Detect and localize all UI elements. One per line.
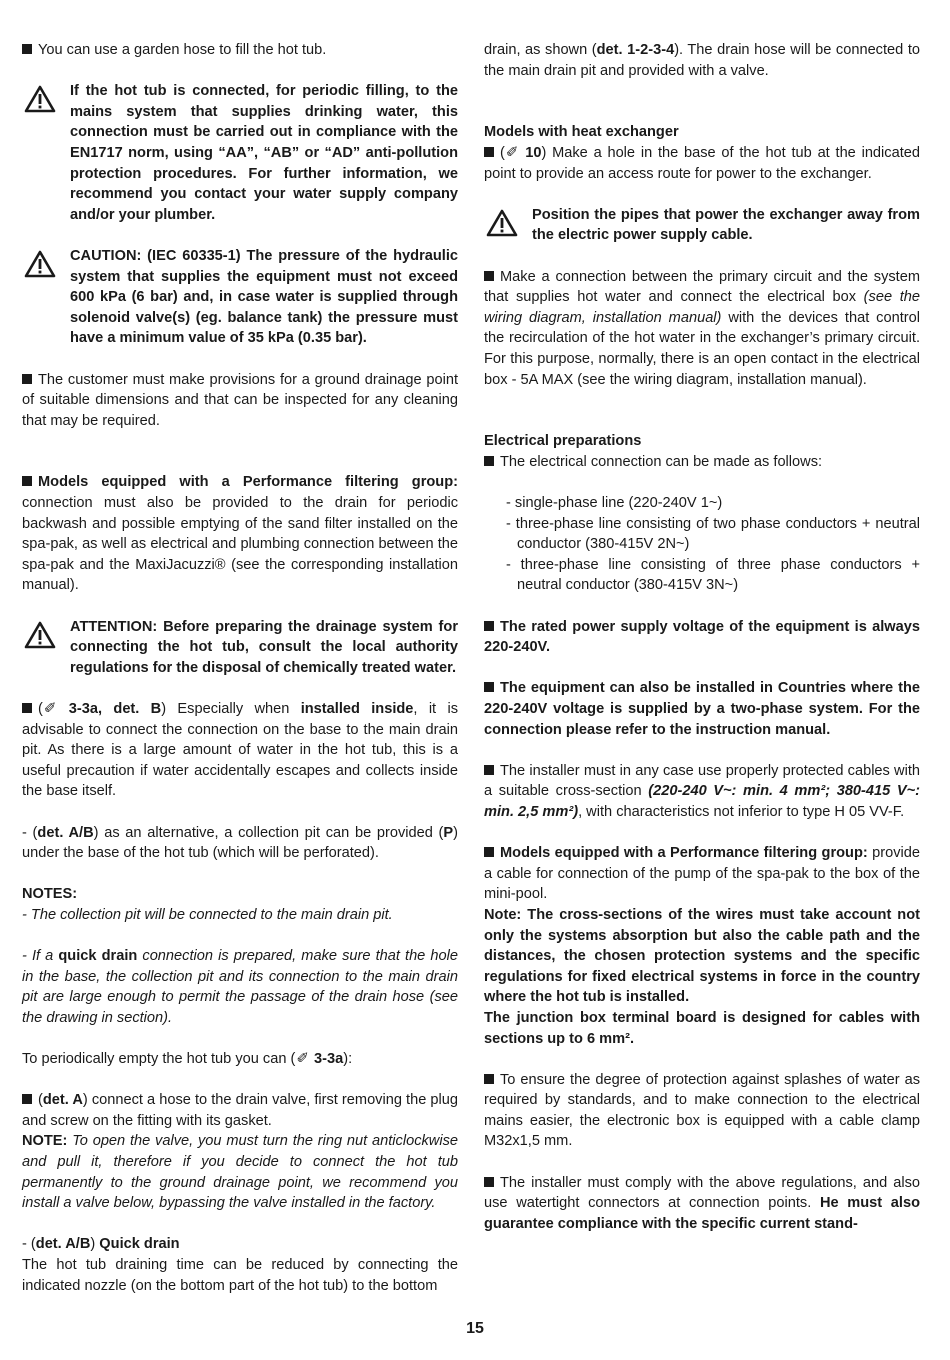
square-bullet-icon [484,682,494,692]
square-bullet-icon [484,765,494,775]
note: Note: The cross-sections of the wires must take account not only the systems absorption but also the cable path and the distances, the chosen protection systems and the specific regulations for fixed electrical systems in force in the country where the hot tub is installed. [484,906,920,1006]
section-heading: Electrical preparations [484,433,642,450]
square-bullet-icon [484,847,494,857]
paragraph: (✐ 10) Make a hole in the base of the hot tub at the indicated point to provide an access route for power to the exchanger. [484,143,920,182]
square-bullet-icon [22,476,32,486]
warning-block [22,617,458,679]
paragraph: (✐ 3-3a, det. B) Especially when installed inside, it is advisable to connect the connection on the base to the main drain pit. As there is a large amount of water in the hot tub, this is a useful precaution if water accidentally escapes and collects inside the base itself. [22,700,458,800]
warning-text: CAUTION: (IEC 60335-1) The pressure of the hydraulic system that supplies the equipment must not exceed 600 kPa (6 bar) and, in case water is supplied through solenoid valve(s) (eg. balance tank) the pressure must have a minimum value of 35 kPa (0.35 bar). [70,247,458,347]
square-bullet-icon [484,147,494,157]
pencil-icon: ✐ [505,143,519,161]
left-column [22,40,458,1296]
note: - The collection pit will be connected to the main drain pit. [22,906,393,923]
paragraph: The junction box terminal board is designed for cables with sections up to 6 mm². [484,1009,920,1047]
paragraph: The customer must make provisions for a ground drainage point of suitable dimensions and that can be inspected for any cleaning that may be required. [22,371,458,429]
notes-title: NOTES: [22,886,78,903]
note: NOTE: To open the valve, you must turn the ring nut anticlockwise and pull it, therefore if you decide to connect the hot tub permanently to the ground drainage point, we recommend you install a valve below, bypassing the valve installed in the factory. [22,1133,458,1212]
paragraph: Models equipped with a Performance filtering group: provide a cable for connection of the pump of the spa-pak to the box of the mini-pool. [484,845,920,903]
paragraph: The equipment can also be installed in Countries where the 220-240V voltage is supplied by a two-phase system. For the connection please refer to the instruction manual. [484,680,920,738]
list-item: - three-phase line consisting of three phase conductors + neutral conductor (380-415V 3N~) [506,556,920,594]
square-bullet-icon [484,456,494,466]
warning-triangle-icon [486,209,518,237]
paragraph: Make a connection between the primary circuit and the system that supplies hot water and connect the electrical box (see the wiring diagram, installation manual) with the devices that control the recirculation of the hot water in the exchanger’s primary circuit. For this purpose, normally, there is an open contact in the electrical box - 5A MAX (see the wiring diagram, installation manual). [484,268,921,388]
paragraph: The rated power supply voltage of the equipment is always 220-240V. [484,618,920,656]
warning-triangle-icon [24,621,56,649]
warning-text: ATTENTION: Before preparing the drainage system for connecting the hot tub, consult the local authority regulations for the disposal of chemically treated water. [70,618,458,676]
paragraph: The installer must in any case use properly protected cables with a suitable cross-section (220-240 V~: min. 4 mm²; 380-415 V~: min. 2,5 mm²), with characteristics not inferior to type H 05 VV-F. [484,762,920,820]
paragraph: - (det. A/B) Quick drain [22,1236,180,1253]
square-bullet-icon [484,1177,494,1187]
square-bullet-icon [22,44,32,54]
list-item: - single-phase line (220-240V 1~) [506,495,723,512]
square-bullet-icon [484,1074,494,1084]
warning-triangle-icon [24,250,56,278]
warning-block [22,246,458,349]
square-bullet-icon [484,271,494,281]
paragraph: drain, as shown (det. 1-2-3-4). The drain hose will be connected to the main drain pit and provided with a valve. [484,42,920,79]
page-number: 15 [466,1320,484,1337]
paragraph: - (det. A/B) as an alternative, a collection pit can be provided (P) under the base of the hot tub (which will be perforated). [22,824,459,862]
square-bullet-icon [22,374,32,384]
square-bullet-icon [22,1094,32,1104]
right-column [484,40,920,1234]
square-bullet-icon [22,703,32,713]
warning-text: If the hot tub is connected, for periodic filling, to the mains system that supplies drinking water, this connection must be carried out in compliance with the EN1717 norm, using “AA”, “AB” or “AD” anti-pollution protection procedures. For further information, we recommend you contact your water supply company and/or your plumber. [70,83,458,223]
pencil-icon: ✐ [43,700,57,717]
paragraph: To ensure the degree of protection against splashes of water as required by standards, and to make connection to the electrical mains easier, the electronic box is equipped with a cable clamp M32x1,5 mm. [484,1071,920,1150]
paragraph: The electrical connection can be made as follows: [484,452,920,473]
paragraph: The installer must comply with the above regulations, and also use watertight connectors at connection points. He must also guarantee compliance with the specific current stand- [484,1174,920,1232]
pencil-icon: ✐ [296,1050,309,1068]
list-item: - three-phase line consisting of two phase conductors + neutral conductor (380-415V 2N~) [506,515,920,553]
warning-triangle-icon [24,85,56,113]
paragraph: Models equipped with a Performance filtering group: connection must also be provided to the drain for periodic backwash and possible emptying of the sand filter installed on the spa-pak, as well as electrical and plumbing connection between the spa-pak and the MaxiJacuzzi® (see the corresponding installation manual). [22,474,458,594]
note: - If a quick drain connection is prepared, make sure that the hole in the base, the collection pit and its connection to the main drain pit are large enough to permit the passage of the drain hose (see the drawing in section). [22,948,458,1026]
section-heading: Models with heat exchanger [484,124,679,141]
warning-block [22,81,458,225]
warning-block [484,205,920,246]
paragraph: You can use a garden hose to fill the hot tub. [22,40,458,61]
paragraph: (det. A) connect a hose to the drain valve, first removing the plug and screw on the fitting with its gasket. [22,1092,458,1129]
paragraph: To periodically empty the hot tub you can (✐ 3-3a): [22,1049,458,1070]
square-bullet-icon [484,621,494,631]
warning-text: Position the pipes that power the exchanger away from the electric power supply cable. [532,206,920,244]
paragraph: The hot tub draining time can be reduced by connecting the indicated nozzle (on the bottom part of the hot tub) to the bottom [22,1257,458,1294]
supply-options-list [484,493,920,596]
